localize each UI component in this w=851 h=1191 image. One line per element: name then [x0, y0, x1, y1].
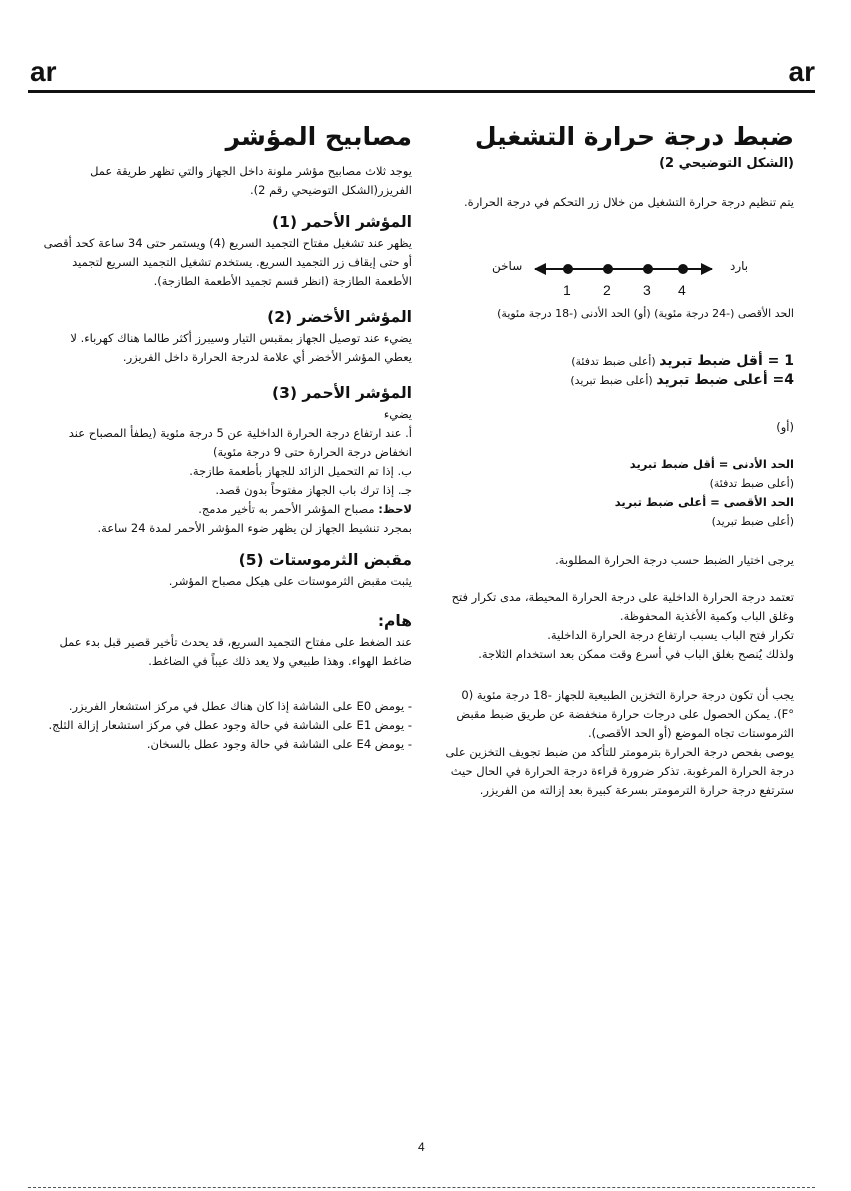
- dial-dot-4: [678, 264, 688, 274]
- red-indicator-3-title: المؤشر الأحمر (3): [272, 384, 412, 402]
- figure-reference: (الشكل التوضيحي 2): [659, 156, 794, 171]
- dial-caption: الحد الأقصى (-24 درجة مئوية) (أو) الحد الأدنى (-18 درجة مئوية): [497, 307, 794, 320]
- thermostat-knob-title: مقبض الثرموستات (5): [238, 551, 412, 569]
- green-indicator-title: المؤشر الأخضر (2): [267, 308, 412, 326]
- error-code-e4: - يومض E4 على الشاشة في حالة وجود عطل بالسخان.: [146, 737, 412, 751]
- important-title: هام:: [377, 612, 412, 630]
- header-rule: [28, 90, 815, 93]
- red-indicator-3-item-b: ب. إذا تم التحميل الزائد للجهاز بأطعمة طازجة.: [189, 464, 412, 478]
- thermostat-knob-text: يثبت مقبض الثرموستات على هيكل مصباح المؤشر.: [168, 574, 412, 588]
- dial-dot-2: [603, 264, 613, 274]
- dial-label-cold: بارد: [730, 259, 749, 273]
- door-opening-text: تكرار فتح الباب يسبب ارتفاع درجة الحرارة الداخلية.: [547, 628, 794, 642]
- red-indicator-3-item-c: جـ. إذا ترك باب الجهاز مفتوحاً بدون قصد.: [215, 483, 412, 497]
- or-text: (أو): [776, 420, 794, 434]
- page-bottom-border: [28, 1187, 815, 1188]
- red-indicator-3-lead: يضيء: [383, 407, 412, 421]
- dial-number-4: 4: [678, 282, 686, 298]
- section-title-indicators: مصابيح المؤشر: [225, 122, 412, 151]
- thermometer-check-text: يوصى بفحص درجة الحرارة بترمومتر للتأكد من ضبط تجويف التخزين على درجة الحرارة المرغوبة. تذكر ضرورة قراءة درجة الحرارة في الحال حيث سترتفع درجة حرارة الترمومتر بسرعة كبيرة بعد إزالته من الفريزر.: [445, 745, 794, 797]
- setting-4-note: (أعلى ضبط تبريد): [570, 374, 653, 387]
- dial-dot-1: [563, 264, 573, 274]
- language-code-left: ar: [30, 56, 57, 87]
- dial-number-2: 2: [603, 282, 611, 298]
- max-setting-label: الحد الأقصى = أعلى ضبط تبريد: [614, 495, 794, 509]
- storage-temperature-text: يجب أن تكون درجة حرارة التخزين الطبيعية للجهاز -18 درجة مئوية (0 °F). يمكن الحصول على درجات حرارة منخفضة عن طريق ضبط مقبض الثرموستات تجاه الموضع (أو الحد الأقصى).: [456, 688, 794, 740]
- language-code-right: ar: [788, 56, 815, 87]
- section-title-temperature: ضبط درجة حرارة التشغيل: [474, 122, 794, 151]
- dial-number-1: 1: [563, 282, 571, 298]
- right-column-settings: [438, 352, 794, 800]
- red-indicator-1-title: المؤشر الأحمر (1): [272, 213, 412, 231]
- red-indicator-3-item-a: أ. عند ارتفاع درجة الحرارة الداخلية عن 5 درجة مئوية (يطفأ المصباح عند انخفاض درجة الحرارة حتى 9 درجة مئوية): [68, 426, 412, 459]
- close-door-advice: ولذلك يُنصح بغلق الباب في أسرع وقت ممكن بعد استخدام الثلاجة.: [478, 647, 794, 661]
- dial-label-hot: ساخن: [492, 259, 523, 273]
- error-code-e0: - يومض E0 على الشاشة إذا كان هناك عطل في مركز استشعار الفريزر.: [68, 699, 412, 713]
- right-column: [438, 120, 794, 212]
- red-indicator-1-text: يظهر عند تشغيل مفتاح التجميد السريع (4) ويستمر حتى 34 ساعة كحد أقصى أو حتى إيقاف زر التجميد السريع. يستخدم تشغيل التجميد السريع لتجميد الأطعمة الطازجة (انظر قسم تجميد الأطعمة الطازجة).: [43, 236, 412, 288]
- setting-4-label: 4= أعلى ضبط تبريد: [656, 372, 794, 388]
- dial-number-3: 3: [643, 282, 651, 298]
- dial-dot-3: [643, 264, 653, 274]
- note-label: لاحظ:: [378, 502, 412, 516]
- green-indicator-text: يضيء عند توصيل الجهاز بمقبس التيار وسيبرز أكثر طالما هناك كهرباء. لا يعطي المؤشر الأخضر أي علامة لدرجة الحرارة داخل الفريزر.: [70, 331, 412, 364]
- setting-1-note: (أعلى ضبط تدفئة): [571, 355, 656, 368]
- choose-setting-text: يرجى اختيار الضبط حسب درجة الحرارة المطلوبة.: [555, 553, 794, 567]
- temperature-depends-text: تعتمد درجة الحرارة الداخلية على درجة الحرارة المحيطة، مدى تكرار فتح وغلق الباب وكمية الأغذية المحفوظة.: [451, 590, 794, 623]
- note-text-delay: بمجرد تنشيط الجهاز لن يظهر ضوء المؤشر الأحمر لمدة 24 ساعة.: [97, 521, 412, 535]
- max-setting-note: (أعلى ضبط تبريد): [711, 515, 794, 528]
- temperature-intro: يتم تنظيم درجة حرارة التشغيل من خلال زر التحكم في درجة الحرارة.: [464, 195, 794, 209]
- indicators-intro: يوجد ثلاث مصابيح مؤشر ملونة داخل الجهاز والتي تظهر طريقة عمل الفريزر(الشكل التوضيحي رقم 2).: [90, 164, 412, 197]
- setting-1-label: 1 = أقل ضبط تبريد: [659, 353, 794, 369]
- left-column: [40, 120, 412, 754]
- min-setting-note: (أعلى ضبط تدفئة): [709, 477, 794, 490]
- min-setting-label: الحد الأدنى = أقل ضبط تبريد: [629, 457, 794, 471]
- important-text: عند الضغط على مفتاح التجميد السريع، قد يحدث تأخير قصير قبل بدء عمل ضاغط الهواء. وهذا طبيعي ولا يعد ذلك عيباً في الضاغط.: [59, 635, 412, 668]
- page-number: 4: [418, 1140, 425, 1154]
- note-text: مصباح المؤشر الأحمر به تأخير مدمج.: [198, 502, 375, 516]
- error-code-e1: - يومض E1 على الشاشة في حالة وجود عطل في مركز استشعار إزالة الثلج.: [48, 718, 412, 732]
